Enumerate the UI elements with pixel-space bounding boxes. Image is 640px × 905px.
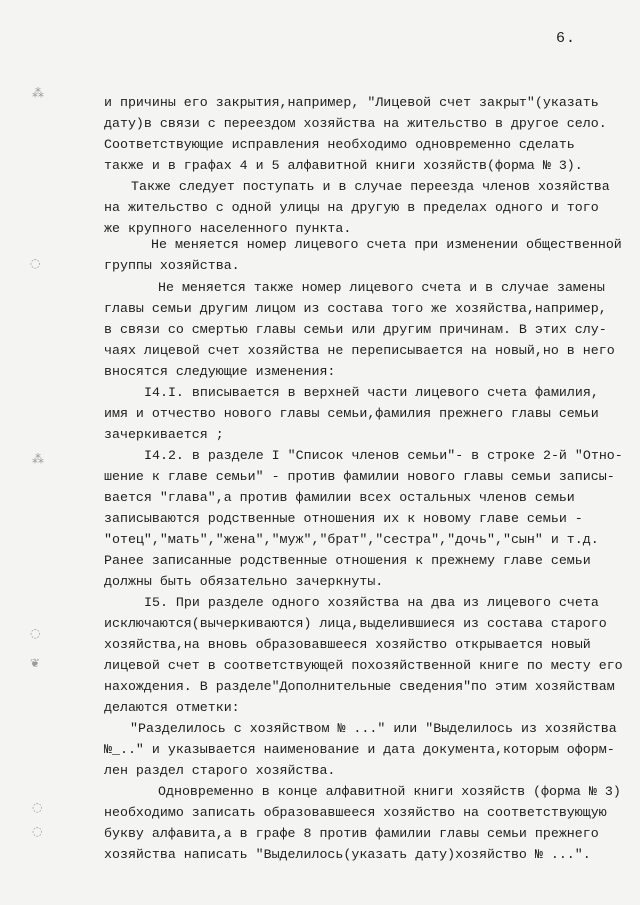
margin-mark: ⁂ bbox=[32, 452, 44, 466]
text-line: чаях лицевой счет хозяйства не переписывается на новый,но в него bbox=[104, 343, 615, 358]
text-line: хозяйства,на вновь образовавшееся хозяйство открывается новый bbox=[104, 637, 591, 652]
text-line: Также следует поступать и в случае переезда членов хозяйства bbox=[131, 179, 610, 194]
margin-mark: ◌ bbox=[32, 800, 43, 814]
text-line: дату)в связи с переездом хозяйства на жительство в другое село. bbox=[104, 116, 607, 131]
text-line: I5. При разделе одного хозяйства на два из лицевого счета bbox=[144, 595, 599, 610]
text-line: необходимо записать образовавшееся хозяйство на соответствующую bbox=[104, 805, 607, 820]
text-line: и причины его закрытия,например, "Лицевой счет закрыт"(указать bbox=[104, 95, 599, 110]
text-line: лицевой счет в соответствующей похозяйственной книге по месту его bbox=[104, 658, 623, 673]
margin-mark: ◌ bbox=[30, 626, 41, 640]
text-line: хозяйства написать "Выделилось(указать дату)хозяйство № ...". bbox=[104, 847, 591, 862]
text-line: зачеркивается ; bbox=[104, 427, 224, 442]
text-line: "Разделилось с хозяйством № ..." или "Выделилось из хозяйства bbox=[130, 721, 617, 736]
text-line: Не меняется также номер лицевого счета и в случае замены bbox=[158, 280, 605, 295]
text-line: вносятся следующие изменения: bbox=[104, 364, 336, 379]
margin-mark: ◌ bbox=[30, 256, 41, 270]
text-line: Соответствующие исправления необходимо одновременно сделать bbox=[104, 137, 575, 152]
text-line: исключаются(вычеркиваются) лица,выделившиеся из состава старого bbox=[104, 616, 607, 631]
text-line: нахождения. В разделе"Дополнительные сведения"по этим хозяйствам bbox=[104, 679, 615, 694]
text-line: Одновременно в конце алфавитной книги хозяйств (форма № 3) bbox=[158, 784, 621, 799]
margin-mark: ⁂ bbox=[32, 86, 44, 100]
text-line: I4.2. в разделе I "Список членов семьи"- в строке 2-й "Отно- bbox=[144, 448, 623, 463]
page-number: 6. bbox=[556, 30, 577, 47]
text-line: делаются отметки: bbox=[104, 700, 240, 715]
text-line: "отец","мать","жена","муж","брат","сестра","дочь","сын" и т.д. bbox=[104, 532, 599, 547]
text-line: должны быть обязательно зачеркнуты. bbox=[104, 574, 384, 589]
margin-mark: ❦ bbox=[30, 656, 41, 670]
text-line: букву алфавита,а в графе 8 против фамилии главы семьи прежнего bbox=[104, 826, 599, 841]
text-line: также и в графах 4 и 5 алфавитной книги хозяйств(форма № 3). bbox=[104, 158, 583, 173]
text-line: лен раздел старого хозяйства. bbox=[104, 763, 336, 778]
text-line: имя и отчество нового главы семьи,фамилия прежнего главы семьи bbox=[104, 406, 599, 421]
text-line: I4.I. вписывается в верхней части лицевого счета фамилия, bbox=[144, 385, 599, 400]
text-line: главы семьи другим лицом из состава того же хозяйства,например, bbox=[104, 301, 607, 316]
text-line: Ранее записанные родственные отношения к прежнему главе семьи bbox=[104, 553, 591, 568]
text-line: в связи со смертью главы семьи или другим причинам. В этих слу- bbox=[104, 322, 607, 337]
text-line: на жительство с одной улицы на другую в пределах одного и того bbox=[104, 200, 599, 215]
margin-mark: ◌ bbox=[32, 824, 43, 838]
text-line: записываются родственные отношения их к новому главе семьи - bbox=[104, 511, 583, 526]
text-line: шение к главе семьи" - против фамилии нового главы семьи записы- bbox=[104, 469, 615, 484]
text-line: же крупного населенного пункта. bbox=[104, 221, 352, 236]
text-line: группы хозяйства. bbox=[104, 258, 240, 273]
text-line: вается "глава",а против фамилии всех остальных членов семьи bbox=[104, 490, 575, 505]
text-line: №_.." и указывается наименование и дата документа,которым оформ- bbox=[104, 742, 615, 757]
text-line: Не меняется номер лицевого счета при изменении общественной bbox=[151, 237, 622, 252]
